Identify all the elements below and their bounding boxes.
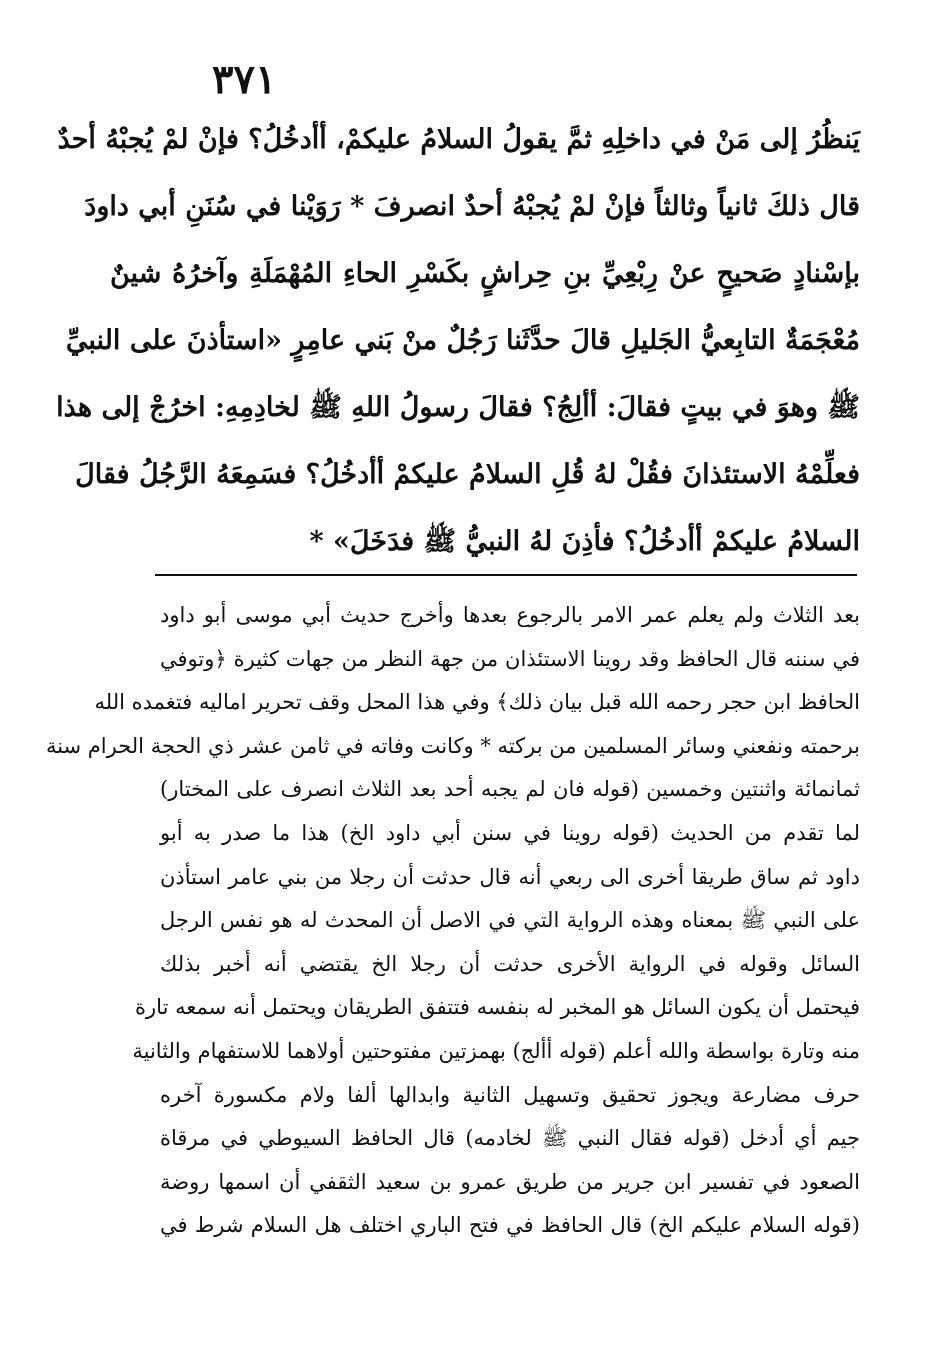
commentary-line: على النبي ﷺ بمعناه وهذه الرواية التي في الاصل أن المحدث له هو نفس الرجل <box>160 908 860 933</box>
commentary-line: حرف مضارعة ويجوز تحقيق وتسهيل الثانية وابدالها ألفا ولام مكسورة آخره <box>160 1082 860 1107</box>
commentary-line: داود ثم ساق طريقا أخرى الى ربعي أنه قال حدثت أن رجلا من بني عامر استأذن <box>160 864 860 889</box>
page-number: ٣٧١ <box>212 56 277 103</box>
main-text-block <box>56 106 860 575</box>
divider-rule <box>155 574 857 576</box>
commentary-line: بعد الثلاث ولم يعلم عمر الامر بالرجوع بعدها وأخرج حديث أبي موسى أبو داود <box>160 603 860 627</box>
main-text-line: ﷺ وهوَ في بيتٍ فقالَ: أألِجُ؟ فقالَ رسولُ اللهِ ﷺ لخادِمِهِ: اخرُجْ إلى هذا <box>56 392 860 423</box>
main-text-line: السلامُ عليكمْ أأدخُلُ؟ فأذِنَ لهُ النبيُّ ﷺ فدَخَلَ» * <box>309 526 860 557</box>
commentary-line: برحمته ونفعني وسائر المسلمين من بركته * وكانت وفاته في ثامن عشر ذي الحجة الحرام سنة <box>45 733 860 758</box>
commentary-line: فيحتمل أن يكون السائل هو المخبر له بنفسه فتتفق الطريقان ويحتمل أنه سمعه تارة <box>135 995 860 1020</box>
main-text-line: فعلِّمْهُ الاستئذانَ فقُلْ لهُ قُلِ السلامُ عليكمْ أأدخُلُ؟ فسَمِعَهُ الرَّجُلُ فقالَ <box>75 459 860 490</box>
commentary-line: في سننه قال الحافظ وقد روينا الاستئذان من جهة النظر من جهات كثيرة ﴿وتوفي <box>160 646 860 671</box>
commentary-line: ثمانمائة واثنتين وخمسين (قوله فان لم يجبه أحد بعد الثلاث انصرف على المختار) <box>160 777 860 802</box>
commentary-line: السائل وقوله في الرواية الأخرى حدثت أن رجلا الخ يقتضي أنه أخبر بذلك <box>160 951 860 976</box>
commentary-line: لما تقدم من الحديث (قوله روينا في سنن أبي داود الخ) هذا ما صدر به أبو <box>160 820 860 845</box>
commentary-line: منه وتارة بواسطة والله أعلم (قوله أألج) بهمزتين مفتوحتين أولاهما للاستفهام والثانية <box>132 1038 860 1063</box>
main-text-line: قال ذلكَ ثانياً وثالثاً فإنْ لمْ يُجبْهُ أحدٌ انصرفَ * رَوَيْنا في سُنَنِ أبي داودَ <box>84 191 860 222</box>
commentary-block <box>45 594 860 1248</box>
commentary-line: (قوله السلام عليكم الخ) قال الحافظ في فتح الباري اختلف هل السلام شرط في <box>160 1213 860 1238</box>
commentary-line: الصعود في تفسير ابن جرير من طريق عمرو بن سعيد الثقفي أن اسمها روضة <box>160 1169 860 1194</box>
main-text-line: مُعْجَمَةٌ التابِعيُّ الجَليلِ قالَ حدَّثَنا رَجُلٌ منْ بَني عامِرٍ «استأذنَ على النبيِّ <box>65 325 860 356</box>
commentary-line: الحافظ ابن حجر رحمه الله قبل بيان ذلك﴾ وفي هذا المحل وقف تحرير اماليه فتغمده الله <box>94 690 860 715</box>
main-text-line: بإسْنادٍ صَحيحٍ عنْ رِبْعِيِّ بنِ حِراشٍ بكَسْرِ الحاءِ المُهْمَلَةِ وآخرُهُ شينٌ <box>110 258 860 289</box>
main-text-line: يَنظُرُ إلى مَنْ في داخلِهِ ثمَّ يقولُ السلامُ عليكمْ، أأدخُلُ؟ فإنْ لمْ يُجبْهُ أحدٌ <box>57 124 860 155</box>
commentary-line: جيم أي أدخل (قوله فقال النبي ﷺ لخادمه) قال الحافظ السيوطي في مرقاة <box>160 1126 860 1151</box>
